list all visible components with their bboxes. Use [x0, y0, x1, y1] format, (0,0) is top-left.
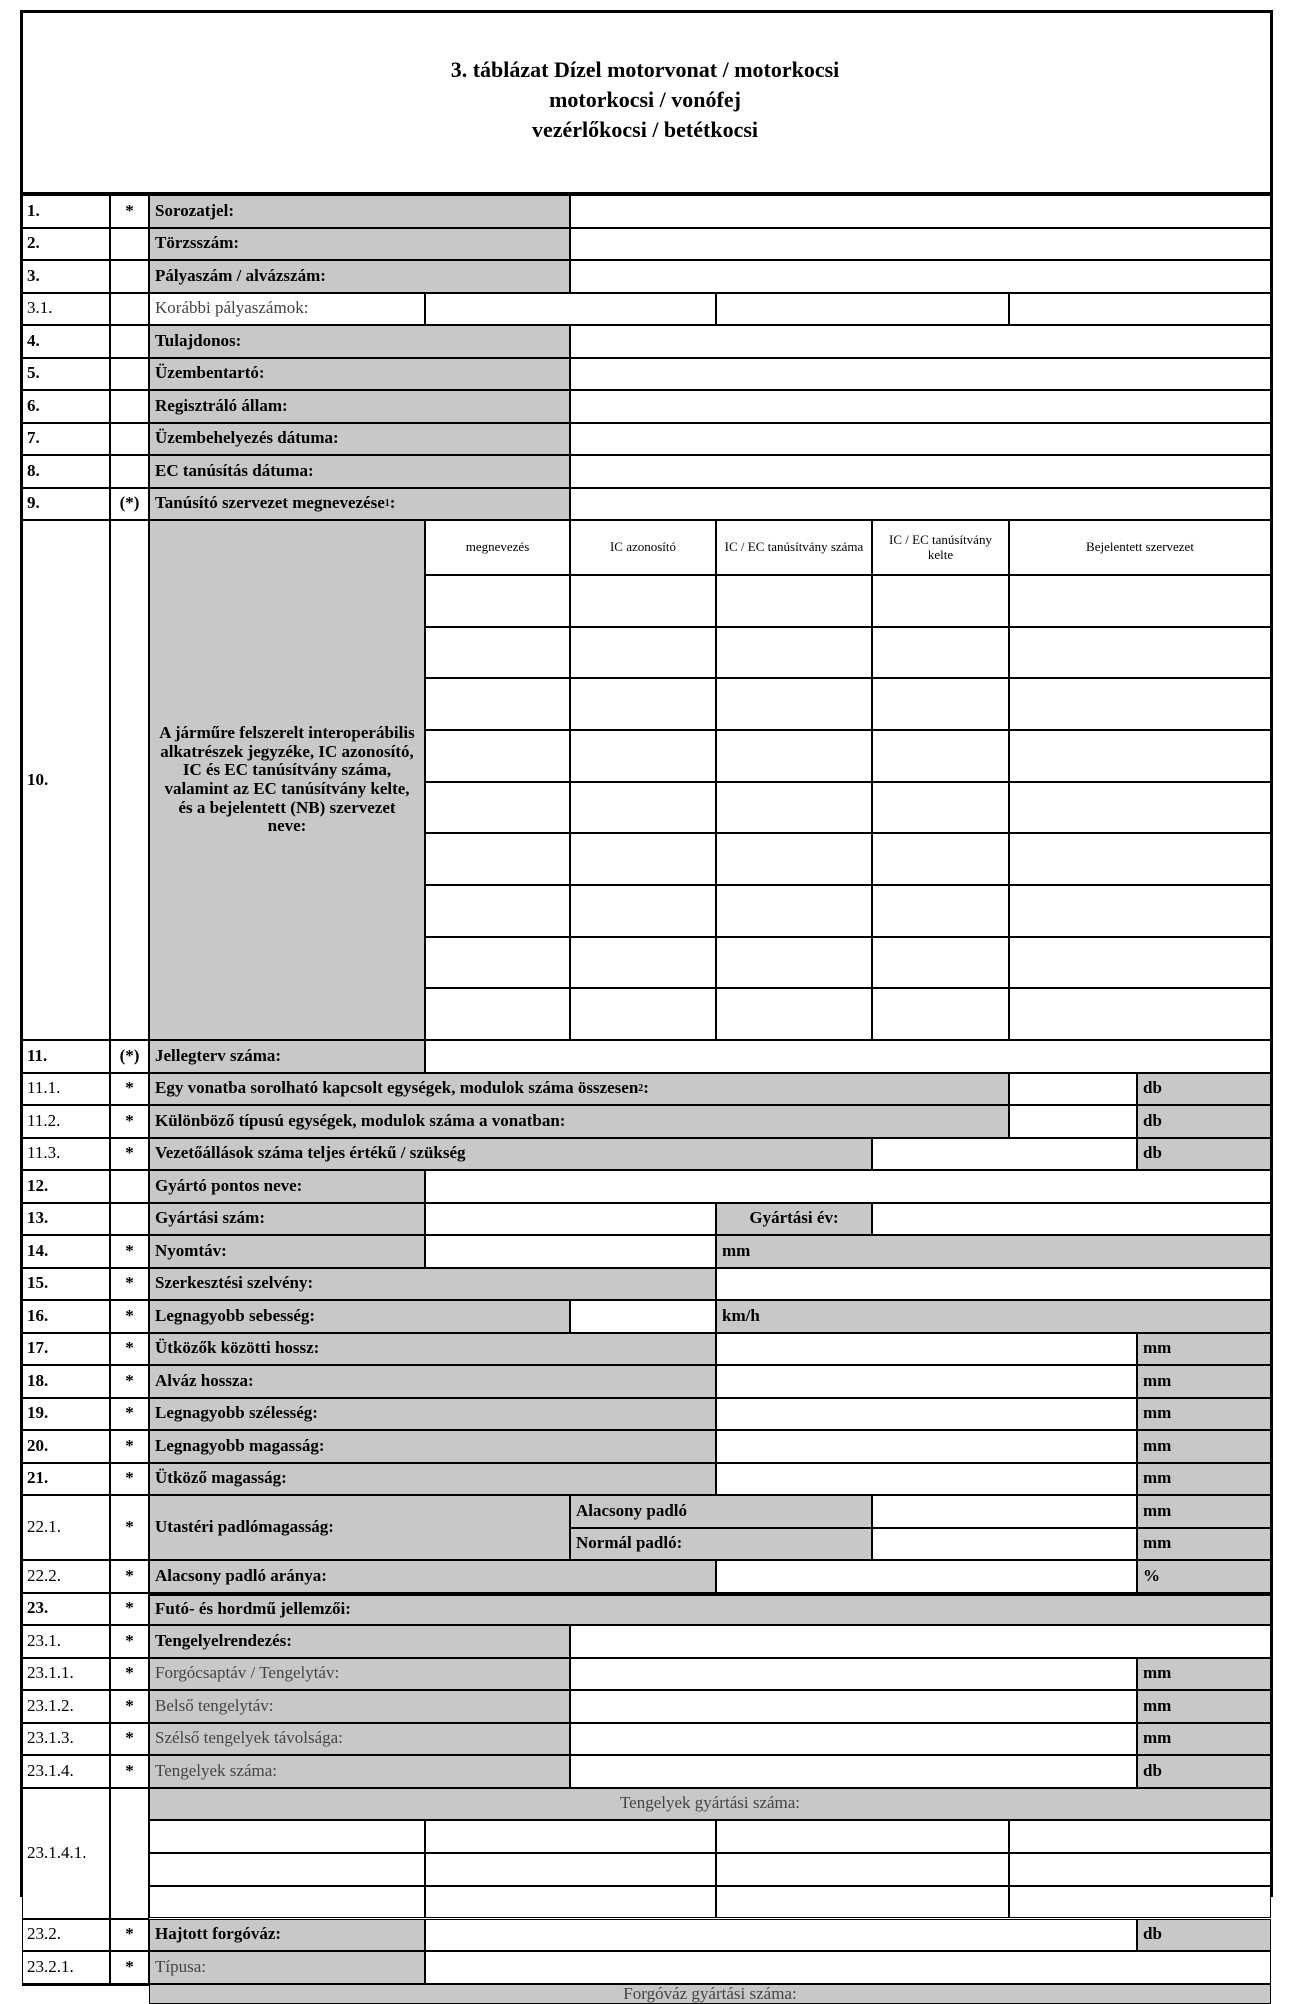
row-label: Tengelyek száma: — [149, 1755, 570, 1788]
axle-serial-cell[interactable] — [716, 1853, 1009, 1886]
row-mark: * — [110, 1268, 149, 1301]
row-mark: * — [110, 1463, 149, 1496]
row-mark — [110, 1170, 149, 1203]
axle-serial-cell[interactable] — [425, 1886, 716, 1919]
axle-serial-cell[interactable] — [1009, 1853, 1271, 1886]
row-label — [149, 488, 570, 521]
component-cell[interactable] — [716, 937, 872, 989]
measure-input[interactable] — [716, 1463, 1137, 1496]
unit-label: mm — [1137, 1658, 1271, 1691]
subtable-heading: Tengelyek gyártási száma: — [149, 1788, 1271, 1821]
row-label: EC tanúsítás dátuma: — [149, 455, 570, 488]
row-mark — [110, 358, 149, 391]
axle-serial-cell[interactable] — [716, 1820, 1009, 1853]
axle-serial-cell[interactable] — [425, 1820, 716, 1853]
row-label-suffix: : — [643, 1079, 649, 1098]
component-cell[interactable] — [716, 575, 872, 627]
type-input[interactable] — [425, 1951, 1271, 1984]
row-number: 23.1.1. — [22, 1658, 110, 1691]
value-input[interactable] — [425, 1040, 1271, 1073]
component-cell[interactable] — [1009, 885, 1271, 937]
unit-label: mm — [1137, 1723, 1271, 1756]
unit-label: db — [1137, 1073, 1271, 1106]
component-cell[interactable] — [425, 627, 570, 679]
row-mark: * — [110, 1625, 149, 1658]
row-number: 11.1. — [22, 1073, 110, 1106]
measure-input[interactable] — [570, 1658, 1137, 1691]
row-mark: * — [110, 1300, 149, 1333]
measure-input[interactable] — [570, 1690, 1137, 1723]
component-cell[interactable] — [570, 627, 716, 679]
component-cell[interactable] — [570, 988, 716, 1040]
subtable-heading: Forgóváz gyártási száma: — [149, 1984, 1271, 2004]
unit-label: mm — [1137, 1430, 1271, 1463]
unit-label: mm — [1137, 1463, 1271, 1496]
row-number: 10. — [22, 520, 110, 1040]
axle-serial-cell[interactable] — [425, 1853, 716, 1886]
row-number: 20. — [22, 1430, 110, 1463]
axle-serial-cell[interactable] — [149, 1820, 425, 1853]
row-label: Törzsszám: — [149, 228, 570, 261]
row-label-suffix: : — [390, 494, 396, 513]
unit-label: mm — [1137, 1333, 1271, 1366]
component-cell[interactable] — [872, 678, 1009, 730]
row-label: Jellegterv száma: — [149, 1040, 425, 1073]
row-label: Utastéri padlómagasság: — [149, 1495, 570, 1560]
value-input[interactable] — [425, 1170, 1271, 1203]
component-cell[interactable] — [872, 782, 1009, 834]
component-cell[interactable] — [570, 575, 716, 627]
component-cell[interactable] — [570, 730, 716, 782]
title-line-1: 3. táblázat Dízel motorvonat / motorkocsi — [20, 55, 1270, 85]
component-cell[interactable] — [872, 575, 1009, 627]
row-mark: (*) — [110, 1040, 149, 1073]
row-number: 15. — [22, 1268, 110, 1301]
row-mark: * — [110, 1593, 149, 1626]
row-number: 22.2. — [22, 1560, 110, 1593]
row-number: 23.1.2. — [22, 1690, 110, 1723]
column-header: IC / EC tanúsítvány száma — [716, 520, 872, 575]
row-label: Gyártási szám: — [149, 1203, 425, 1236]
row-label: Vezetőállások száma teljes értékű / szükség — [149, 1138, 872, 1171]
count-input[interactable] — [1009, 1105, 1137, 1138]
column-header: megnevezés — [425, 520, 570, 575]
floor-height-input[interactable] — [872, 1528, 1137, 1561]
previous-number-input[interactable] — [716, 293, 1009, 326]
measure-input[interactable] — [716, 1430, 1137, 1463]
value-input[interactable] — [716, 1268, 1271, 1301]
row-label: Alváz hossza: — [149, 1365, 716, 1398]
axle-serial-cell[interactable] — [149, 1853, 425, 1886]
row-label: Tulajdonos: — [149, 325, 570, 358]
serial-input[interactable] — [425, 1203, 716, 1236]
component-cell[interactable] — [1009, 833, 1271, 885]
row-number: 1. — [22, 195, 110, 228]
previous-number-input[interactable] — [425, 293, 716, 326]
row-mark: * — [110, 1658, 149, 1691]
row-mark — [110, 520, 149, 1040]
row-label: Regisztráló állam: — [149, 390, 570, 423]
row-mark: * — [110, 1560, 149, 1593]
count-input[interactable] — [872, 1138, 1137, 1171]
row-label: Típusa: — [149, 1951, 425, 1984]
component-cell[interactable] — [1009, 730, 1271, 782]
row-mark — [110, 228, 149, 261]
row-number: 4. — [22, 325, 110, 358]
component-cell[interactable] — [1009, 627, 1271, 679]
page-title — [20, 55, 1270, 145]
measure-input[interactable] — [570, 1755, 1137, 1788]
row-mark: (*) — [110, 488, 149, 521]
component-list-label: A járműre felszerelt interoperábilis alkatrészek jegyzéke, IC azonosító, IC és EC tanúsítvány száma, valamint az EC tanúsítvány kelte, és a bejelentett (NB) szervezet neve: — [149, 520, 425, 1040]
value-input[interactable] — [570, 423, 1271, 456]
row-mark: * — [110, 1495, 149, 1560]
measure-input[interactable] — [570, 1723, 1137, 1756]
component-cell[interactable] — [425, 782, 570, 834]
ratio-input[interactable] — [716, 1560, 1137, 1593]
component-cell[interactable] — [425, 678, 570, 730]
row-mark — [110, 423, 149, 456]
value-input[interactable] — [570, 358, 1271, 391]
measure-input[interactable] — [716, 1365, 1137, 1398]
row-number: 3.1. — [22, 293, 110, 326]
row-number: 3. — [22, 260, 110, 293]
row-number: 23.2.1. — [22, 1951, 110, 1984]
row-number: 11.3. — [22, 1138, 110, 1171]
value-input[interactable] — [570, 455, 1271, 488]
unit-label: mm — [1137, 1365, 1271, 1398]
floor-height-input[interactable] — [872, 1495, 1137, 1528]
row-mark — [110, 1984, 149, 1986]
column-header: IC / EC tanúsítvány kelte — [872, 520, 1009, 575]
row-label: Szélső tengelyek távolsága: — [149, 1723, 570, 1756]
row-number: 22.1. — [22, 1495, 110, 1560]
row-number: 6. — [22, 390, 110, 423]
value-input[interactable] — [570, 1625, 1271, 1658]
row-mark: * — [110, 1398, 149, 1431]
row-mark: * — [110, 1105, 149, 1138]
component-cell[interactable] — [425, 885, 570, 937]
row-number: 23.1.4. — [22, 1755, 110, 1788]
row-number: 8. — [22, 455, 110, 488]
row-mark: * — [110, 1365, 149, 1398]
row-label: Különböző típusú egységek, modulok száma a vonatban: — [149, 1105, 1009, 1138]
row-number: 9. — [22, 488, 110, 521]
unit-label: db — [1137, 1919, 1271, 1952]
row-number — [22, 1984, 110, 1986]
year-input[interactable] — [872, 1203, 1271, 1236]
component-cell[interactable] — [570, 937, 716, 989]
component-cell[interactable] — [716, 678, 872, 730]
row-mark — [110, 325, 149, 358]
row-label: Alacsony padló aránya: — [149, 1560, 716, 1593]
row-label: Szerkesztési szelvény: — [149, 1268, 716, 1301]
gauge-input[interactable] — [425, 1235, 716, 1268]
row-label: Legnagyobb magasság: — [149, 1430, 716, 1463]
component-cell[interactable] — [1009, 678, 1271, 730]
column-header: Bejelentett szervezet — [1009, 520, 1271, 575]
row-number: 23. — [22, 1593, 110, 1626]
row-number: 14. — [22, 1235, 110, 1268]
count-input[interactable] — [425, 1919, 1137, 1952]
row-mark: * — [110, 1138, 149, 1171]
row-number: 16. — [22, 1300, 110, 1333]
unit-label: mm — [1137, 1690, 1271, 1723]
component-cell[interactable] — [570, 782, 716, 834]
value-input[interactable] — [570, 260, 1271, 293]
component-cell[interactable] — [570, 885, 716, 937]
row-number: 23.1.4.1. — [22, 1788, 110, 1919]
component-cell[interactable] — [716, 730, 872, 782]
row-number: 18. — [22, 1365, 110, 1398]
row-mark: * — [110, 1919, 149, 1952]
sub-label: Alacsony padló — [570, 1495, 872, 1528]
row-mark — [110, 260, 149, 293]
value-input[interactable] — [570, 228, 1271, 261]
row-number: 11. — [22, 1040, 110, 1073]
row-label: Korábbi pályaszámok: — [149, 293, 425, 326]
component-cell[interactable] — [872, 627, 1009, 679]
row-mark: * — [110, 1073, 149, 1106]
row-mark — [110, 455, 149, 488]
unit-label: mm — [716, 1235, 1271, 1268]
row-label-text: Egy vonatba sorolható kapcsolt egységek, modulok száma összesen — [155, 1079, 638, 1098]
component-cell[interactable] — [872, 885, 1009, 937]
axle-serial-cell[interactable] — [149, 1886, 425, 1919]
row-mark: * — [110, 1723, 149, 1756]
unit-label: mm — [1137, 1528, 1271, 1561]
row-number: 5. — [22, 358, 110, 391]
component-cell[interactable] — [570, 678, 716, 730]
row-label: Legnagyobb szélesség: — [149, 1398, 716, 1431]
row-number: 19. — [22, 1398, 110, 1431]
axle-serial-cell[interactable] — [1009, 1820, 1271, 1853]
component-cell[interactable] — [425, 937, 570, 989]
component-cell[interactable] — [716, 988, 872, 1040]
unit-label: km/h — [716, 1300, 1271, 1333]
component-cell[interactable] — [425, 575, 570, 627]
component-cell[interactable] — [570, 833, 716, 885]
previous-number-input[interactable] — [1009, 293, 1271, 326]
component-cell[interactable] — [1009, 782, 1271, 834]
value-input[interactable] — [570, 488, 1271, 521]
row-label: Ütközők közötti hossz: — [149, 1333, 716, 1366]
component-cell[interactable] — [716, 833, 872, 885]
row-label: Tengelyelrendezés: — [149, 1625, 570, 1658]
row-mark: * — [110, 1755, 149, 1788]
unit-label: db — [1137, 1755, 1271, 1788]
section-heading: Futó- és hordmű jellemzői: — [149, 1593, 1271, 1626]
row-label — [149, 1073, 1009, 1106]
footnote-mark: 2 — [638, 1083, 643, 1094]
row-mark: * — [110, 1690, 149, 1723]
component-cell[interactable] — [425, 988, 570, 1040]
speed-input[interactable] — [570, 1300, 716, 1333]
value-input[interactable] — [570, 195, 1271, 228]
component-cell[interactable] — [716, 782, 872, 834]
row-label: Üzembentartó: — [149, 358, 570, 391]
row-label: Nyomtáv: — [149, 1235, 425, 1268]
column-header: IC azonosító — [570, 520, 716, 575]
row-number: 21. — [22, 1463, 110, 1496]
row-number: 11.2. — [22, 1105, 110, 1138]
row-label-secondary: Gyártási év: — [716, 1203, 872, 1236]
row-label: Sorozatjel: — [149, 195, 570, 228]
component-cell[interactable] — [425, 833, 570, 885]
row-number: 23.1. — [22, 1625, 110, 1658]
unit-label: db — [1137, 1138, 1271, 1171]
component-cell[interactable] — [872, 833, 1009, 885]
title-line-2: motorkocsi / vonófej — [20, 85, 1270, 115]
unit-label: db — [1137, 1105, 1271, 1138]
row-number: 7. — [22, 423, 110, 456]
component-cell[interactable] — [872, 937, 1009, 989]
row-label: Belső tengelytáv: — [149, 1690, 570, 1723]
sub-label: Normál padló: — [570, 1528, 872, 1561]
axle-serial-cell[interactable] — [716, 1886, 1009, 1919]
component-cell[interactable] — [716, 885, 872, 937]
component-cell[interactable] — [1009, 988, 1271, 1040]
component-cell[interactable] — [872, 988, 1009, 1040]
row-number: 23.2. — [22, 1919, 110, 1952]
row-label: Hajtott forgóváz: — [149, 1919, 425, 1952]
value-input[interactable] — [570, 390, 1271, 423]
row-label: Ütköző magasság: — [149, 1463, 716, 1496]
row-mark: * — [110, 1235, 149, 1268]
title-line-3: vezérlőkocsi / betétkocsi — [20, 115, 1270, 145]
component-cell[interactable] — [1009, 937, 1271, 989]
row-label: Forgócsaptáv / Tengelytáv: — [149, 1658, 570, 1691]
row-mark: * — [110, 1951, 149, 1984]
row-mark — [110, 1203, 149, 1236]
axle-serial-cell[interactable] — [1009, 1886, 1271, 1919]
row-mark: * — [110, 1333, 149, 1366]
row-number: 2. — [22, 228, 110, 261]
row-number: 23.1.3. — [22, 1723, 110, 1756]
value-input[interactable] — [570, 325, 1271, 358]
row-mark: * — [110, 195, 149, 228]
row-label: Legnagyobb sebesség: — [149, 1300, 570, 1333]
component-cell[interactable] — [1009, 575, 1271, 627]
row-number: 17. — [22, 1333, 110, 1366]
measure-input[interactable] — [716, 1398, 1137, 1431]
row-mark — [110, 390, 149, 423]
row-label: Gyártó pontos neve: — [149, 1170, 425, 1203]
footnote-mark: 1 — [385, 498, 390, 509]
row-mark — [110, 293, 149, 326]
unit-label: mm — [1137, 1495, 1271, 1528]
row-number: 13. — [22, 1203, 110, 1236]
component-cell[interactable] — [716, 627, 872, 679]
component-cell[interactable] — [872, 730, 1009, 782]
unit-label: mm — [1137, 1398, 1271, 1431]
count-input[interactable] — [1009, 1073, 1137, 1106]
row-number: 12. — [22, 1170, 110, 1203]
row-label-text: Tanúsító szervezet megnevezése — [155, 494, 385, 513]
row-label: Pályaszám / alvázszám: — [149, 260, 570, 293]
unit-label: % — [1137, 1560, 1271, 1593]
row-label: Üzembehelyezés dátuma: — [149, 423, 570, 456]
row-mark — [110, 1788, 149, 1919]
row-mark: * — [110, 1430, 149, 1463]
measure-input[interactable] — [716, 1333, 1137, 1366]
component-cell[interactable] — [425, 730, 570, 782]
